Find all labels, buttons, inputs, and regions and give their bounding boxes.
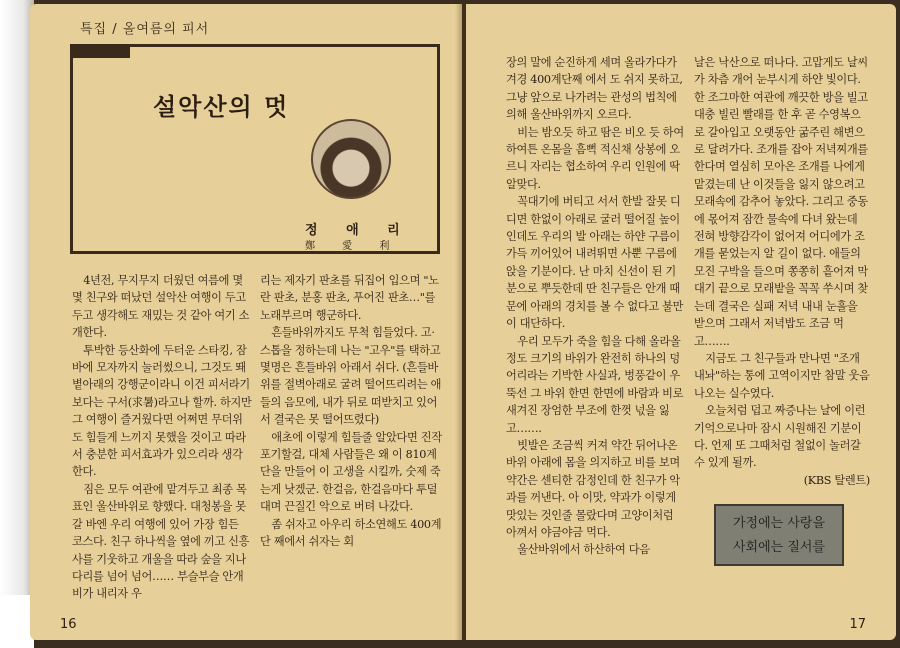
slogan-line-1: 가정에는 사랑을 — [732, 516, 826, 531]
author-portrait-icon — [311, 119, 391, 199]
title-box — [70, 44, 440, 254]
paragraph: 4년전, 무지무지 더웠던 여름에 몇몇 친구와 떠났던 설악산 여행이 두고두고 생각해도 재밌는 것 같아 여기 소개한다. — [72, 274, 250, 340]
left-page — [30, 4, 462, 640]
page-number-left: 16 — [60, 617, 77, 632]
paragraph: 꼭대기에 버티고 서서 한발 잘못 디디면 한없이 아래로 굴러 떨어질 높이인데도 우리의 발 아래는 하얀 구름이 가득 끼어있어 내려뛰면 사뿐 구름에 앉을 기분이다. 난 마치 신선이 된 기분으로 뿌듯한데 딴 친구들은 안개 때문에 아래의 경치를 볼 수 없다고 불만이 대단하다. — [506, 195, 684, 331]
paragraph: 짐은 모두 여관에 맡겨두고 최종 목표인 울산바위로 향했다. 대청봉을 못갈 바엔 우리 여행에 있어 가장 힘든 코스다. 친구 하나씩을 옆에 끼고 신흥사를 기웃하고 개울을 따라 숲을 지나 다리를 넘어 넘어…… 부슬부슬 안개비가 내리자 우 — [72, 482, 250, 601]
paragraph: 좀 쉬자고 아우리 하소연해도 400계단 째에서 쉬자는 회 — [260, 517, 442, 549]
public-slogan-box — [714, 504, 844, 566]
left-column-2 — [260, 272, 442, 551]
left-column-1 — [72, 272, 252, 603]
paragraph: 우리 모두가 죽을 힘을 다해 올라올 정도 크기의 바위가 완전히 하나의 덩어리라는 기박한 사실과, 벙풍같이 우뚝선 그 바위 한면 한면에 바람과 비로 새겨진 장엄한 부조에 한껏 넋을 잃고……. — [506, 334, 684, 435]
paragraph: 빗발은 조금씩 커져 약간 뒤어나온 바위 아래에 몸을 의지하고 비를 보며 약간은 센티한 감정인데 한 친구가 악과를 꺼낸다. 아 이맛, 약과가 이렇게 맛있는 것인줄 몰랐다며 고양이처럼 아껴서 야금야금 먹다. — [506, 438, 680, 539]
author-credit: (KBS 탈렌트) — [803, 473, 870, 487]
right-page — [466, 4, 896, 640]
right-column-1 — [506, 54, 684, 559]
paragraph: 울산바위에서 하산하여 다음 — [517, 543, 650, 557]
paragraph: 애초에 이렇게 힘들줄 알았다면 진작 포기할걸, 대체 사람들은 왜 이 810계단을 만들어 이 고생을 시킬까, 숫제 죽는게 낫겠군. 한걸음, 한걸음마다 투덜대며 끈질긴 악으로 버텨 나갔다. — [260, 430, 442, 514]
article-title: 설악산의 멋 — [153, 92, 290, 121]
author-name-hanja: 鄭 愛 利 — [305, 241, 402, 252]
right-column-2 — [694, 54, 870, 489]
paragraph: 투박한 등산화에 두터운 스타킹, 잠바에 모자까지 눌러썼으니, 그것도 뙈볕아래의 강행군이라니 이건 피서라기보다는 구서(求暑)라고나 할까. 하지만 그 여행이 즐거웠다면 어쩌면 무더위도 힘들게 느끼지 못했을 것이고 따라서 충분한 피서효과가 있으리라 생각한다. — [72, 343, 252, 479]
paragraph: 리는 제자기 판초를 뒤집어 입으며 "노란 판초, 분홍 판초, 푸어진 판초…"를 노래부르며 행군하다. — [260, 274, 439, 322]
paragraph: 지금도 그 친구들과 만나면 "조개내놔"하는 통에 고역이지만 참말 웃음나오는 실수였다. — [694, 351, 870, 400]
page-number-right: 17 — [849, 617, 866, 632]
paragraph: 날은 낙산으로 떠나다. 고맙게도 날씨가 차츰 개어 눈부시게 하얀 빛이다. 한 조그마한 여관에 깨끗한 방을 빌고 대충 빌린 빨래를 한 후 곧 수영복으로 갈아입고 오랫동안 굶주린 해변으로 달려가다. 조개를 잡아 저녁찌개를 한다며 열심히 모아온 조개를 나에게 맡겼는데 난 이것들을 잃지 않으려고 모래속에 감추어 놓았다. 그리고 중동에 몫어져 잠깐 물속에 다녀 왔는데 전혀 방향감각이 없어져 어디에가 조개를 묻었는지 알 길이 없다. 애들의 모진 구박을 들으며 쫑쫑히 흩어져 막대기 끝으로 모래밭을 꼭꼭 쑤시며 찾는데 결국은 실패 저녁 내내 눈흘을 받으며 그래서 저녁밥도 조금 먹고……. — [694, 56, 868, 348]
paragraph: 흔들바위까지도 무척 힘들었다. 고·스톱을 정하는데 나는 "고우"를 택하고 몇명은 흔들바위 아래서 쉬다. (흔들바위를 절벽아래로 굴려 떨어뜨리려는 애들의 음모에, 내가 뒤로 떠받치고 있어서 결국은 못 떨어뜨렸다) — [260, 326, 442, 427]
section-label: 특집 / 올여름의 피서 — [80, 22, 210, 37]
paragraph: 장의 말에 순진하게 세며 올라가다가 겨경 400계단째 에서 도 쉬지 못하고, 그냥 앞으로 나가려는 관성의 법칙에 의해 울산바위까지 오르다. — [506, 56, 683, 122]
page-edge-stack — [0, 0, 34, 648]
slogan-line-2: 사회에는 질서를 — [732, 540, 826, 555]
paragraph: 비는 밤오듯 하고 땀은 비오 듯 하여 하여튼 온몸을 흠뻑 적신채 상봉에 오르니 자리는 협소하여 우리 인원에 딱 알맞다. — [506, 125, 684, 191]
title-box-corner — [70, 44, 130, 58]
author-name: 정 애 리 — [305, 223, 412, 238]
paragraph: 오늘처럼 덥고 짜증나는 날에 이런 기억으로나마 잠시 시원해진 기분이다. 언제 또 그때처럼 철없이 놀러갈 수 있게 될까. — [694, 404, 866, 470]
